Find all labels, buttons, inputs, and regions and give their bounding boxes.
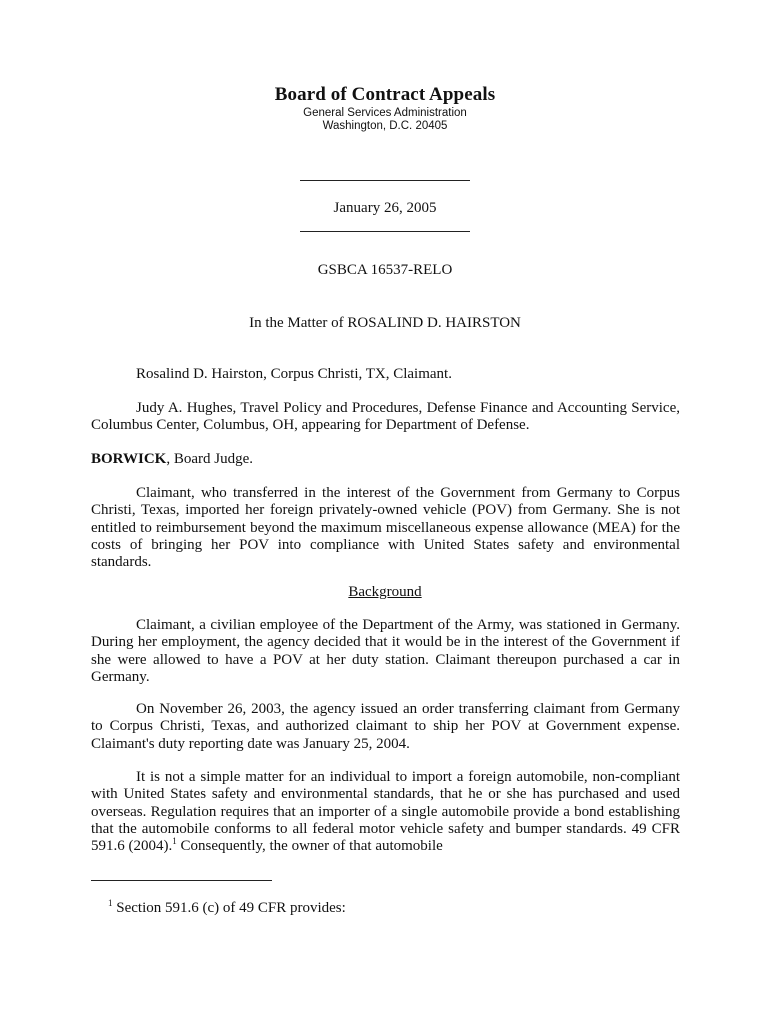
- background-paragraph-3-text: [91, 769, 680, 855]
- footnote: [108, 900, 346, 917]
- case-caption: In the Matter of ROSALIND D. HAIRSTON: [249, 315, 521, 331]
- judge-name: BORWICK: [91, 451, 167, 467]
- judge-text: [91, 451, 680, 468]
- divider-bottom: [300, 231, 470, 232]
- footnote-text: Section 591.6 (c) of 49 CFR provides:: [112, 900, 346, 916]
- agency-name: General Services Administration: [303, 107, 467, 119]
- paragraph-3-main: It is not a simple matter for an individual to import a foreign automobile, non-compliant with United States safety and environmental standards, that he or she has purchased and used overseas. Regulation requires that an importer of a single automobile provide a bond establishing that the automobile conforms to all federal motor vehicle safety and bumper standards. 49 CFR 591.6 (2004).: [91, 769, 680, 855]
- summary-text: Claimant, who transferred in the interest of the Government from Germany to Corpus Christi, Texas, imported her foreign privately-owned vehicle (POV) from Germany. She is not entitled to reimbursement beyond the maximum miscellaneous expense allowance (MEA) for the costs of bringing her POV into compliance with United States safety and environmental standards.: [91, 485, 680, 571]
- footnote-reference[interactable]: 1: [172, 836, 177, 847]
- board-title: Board of Contract Appeals: [274, 84, 496, 105]
- judge-line: [91, 451, 680, 468]
- agency-representative: [91, 400, 680, 435]
- background-paragraph-1: [91, 617, 680, 686]
- summary-paragraph: [91, 485, 680, 571]
- decision-date: January 26, 2005: [333, 200, 437, 216]
- claimant-text: Rosalind D. Hairston, Corpus Christi, TX, Claimant.: [136, 366, 452, 382]
- background-paragraph-1-text: Claimant, a civilian employee of the Department of the Army, was stationed in Germany. During her employment, the agency decided that it would be in the interest of the Government if she were allowed to have a POV at her duty station. Claimant thereupon purchased a car in Germany.: [91, 617, 680, 685]
- background-paragraph-2-text: On November 26, 2003, the agency issued an order transferring claimant from Germany to Corpus Christi, Texas, and authorized claimant to ship her POV at Government expense. Claimant's duty reporting date was January 25, 2004.: [91, 701, 680, 752]
- agency-address: Washington, D.C. 20405: [322, 120, 448, 132]
- docket-number: GSBCA 16537-RELO: [317, 262, 453, 278]
- footnote-marker: 1: [108, 898, 113, 908]
- background-paragraph-3: [91, 769, 680, 855]
- paragraph-3-continuation: Consequently, the owner of that automobile: [176, 838, 443, 855]
- judge-title: , Board Judge.: [166, 451, 253, 467]
- agency-representative-text: Judy A. Hughes, Travel Policy and Procedures, Defense Finance and Accounting Service, Columbus Center, Columbus, OH, appearing for Department of Defense.: [91, 400, 680, 434]
- background-heading: Background: [348, 584, 422, 600]
- claimant-line: [91, 366, 680, 383]
- footnote-divider: [91, 880, 272, 881]
- background-paragraph-2: [91, 701, 680, 753]
- divider-top: [300, 180, 470, 181]
